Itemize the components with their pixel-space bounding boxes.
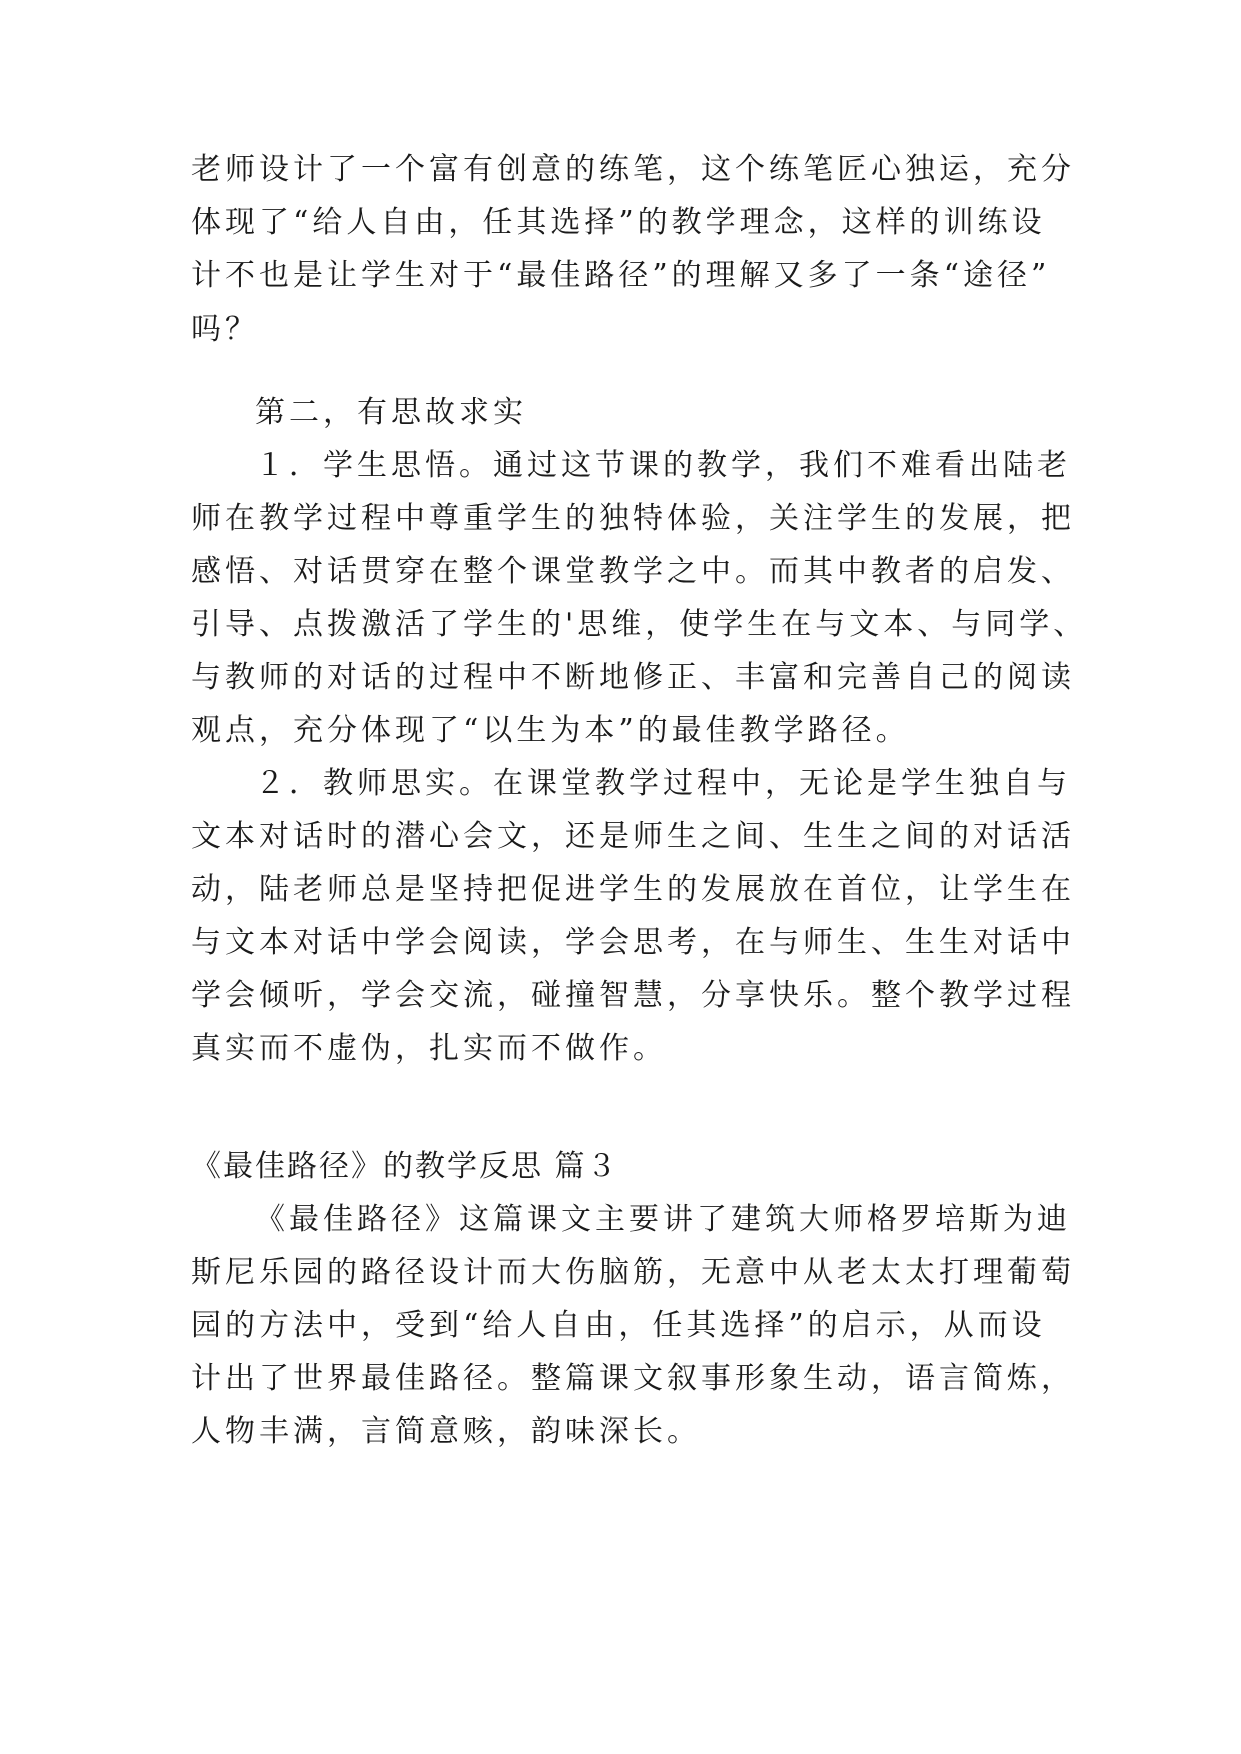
paragraph-line: 老师设计了一个富有创意的练笔，这个练笔匠心独运，充分 [191, 152, 1075, 187]
article-title: 《最佳路径》的教学反思 篇３ [191, 1149, 619, 1184]
paragraph-line: 感悟、对话贯穿在整个课堂教学之中。而其中教者的启发、 [191, 554, 1075, 589]
paragraph-line: 学会倾听，学会交流，碰撞智慧，分享快乐。整个教学过程 [191, 978, 1075, 1013]
paragraph-line: 《最佳路径》这篇课文主要讲了建筑大师格罗培斯为迪 [255, 1202, 1071, 1237]
paragraph-line: 斯尼乐园的路径设计而大伤脑筋，无意中从老太太打理葡萄 [191, 1255, 1075, 1290]
paragraph-line: 与教师的对话的过程中不断地修正、丰富和完善自己的阅读 [191, 660, 1075, 695]
paragraph-line: 动，陆老师总是坚持把促进学生的发展放在首位，让学生在 [191, 872, 1075, 907]
paragraph-line: 引导、点拨激活了学生的'思维，使学生在与文本、与同学、 [191, 607, 1088, 642]
section-heading: 第二，有思故求实 [255, 395, 527, 430]
paragraph-line: 计出了世界最佳路径。整篇课文叙事形象生动，语言简炼， [191, 1361, 1075, 1396]
paragraph-line: 真实而不虚伪，扎实而不做作。 [191, 1031, 667, 1066]
paragraph-line: 吗？ [191, 312, 259, 347]
paragraph-line: 与文本对话中学会阅读，学会思考，在与师生、生生对话中 [191, 925, 1075, 960]
paragraph-line: １．学生思悟。通过这节课的教学，我们不难看出陆老 [255, 448, 1071, 483]
paragraph-line: 师在教学过程中尊重学生的独特体验，关注学生的发展，把 [191, 501, 1075, 536]
paragraph-line: ２．教师思实。在课堂教学过程中，无论是学生独自与 [255, 766, 1071, 801]
paragraph-line: 园的方法中，受到“给人自由，任其选择”的启示，从而设 [191, 1308, 1046, 1343]
paragraph-line: 人物丰满，言简意赅，韵味深长。 [191, 1414, 701, 1449]
paragraph-line: 文本对话时的潜心会文，还是师生之间、生生之间的对话活 [191, 819, 1075, 854]
paragraph-line: 观点，充分体现了“以生为本”的最佳教学路径。 [191, 713, 910, 748]
paragraph-line: 体现了“给人自由，任其选择”的教学理念，这样的训练设 [191, 205, 1046, 240]
paragraph-line: 计不也是让学生对于“最佳路径”的理解又多了一条“途径” [191, 258, 1051, 293]
